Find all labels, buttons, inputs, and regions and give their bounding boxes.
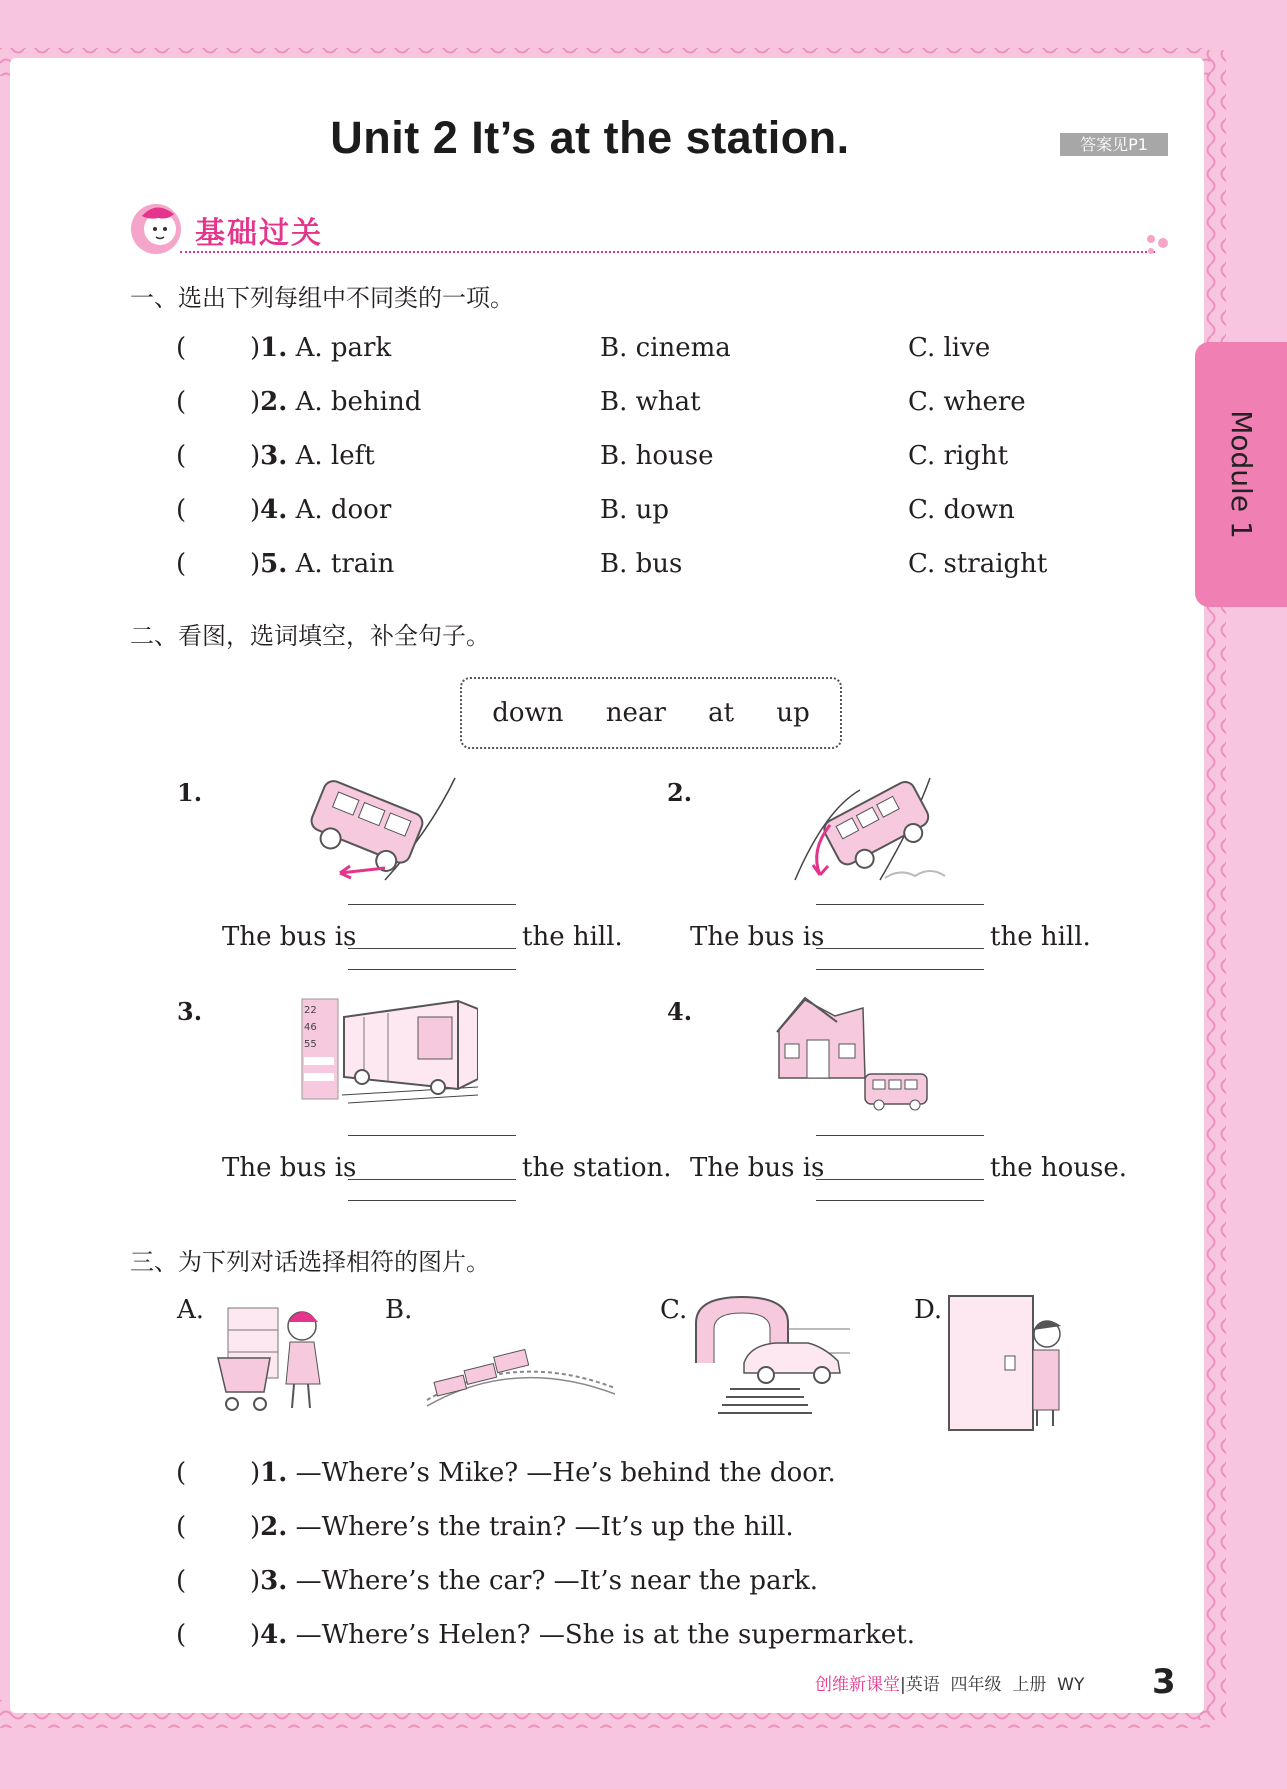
option-b: B. cinema xyxy=(600,333,731,363)
answer-paren-open: ( xyxy=(176,1620,187,1650)
station-sign-numbers: 22 46 55 xyxy=(304,1005,317,1050)
boy-behind-door-image xyxy=(945,1292,1065,1432)
sentence-suffix: the hill. xyxy=(522,922,623,952)
answer-blank[interactable] xyxy=(348,1135,516,1201)
picture-label: C. xyxy=(660,1295,688,1325)
word-bank-item: at xyxy=(708,698,735,728)
q3-heading: 三、为下列对话选择相符的图片。 xyxy=(130,1248,490,1276)
word-bank-item: near xyxy=(605,698,666,728)
item-number: 2. xyxy=(260,1512,288,1542)
item-number: 3. xyxy=(260,1566,288,1596)
dialogue-text: —Where’s Mike? —He’s behind the door. xyxy=(295,1458,836,1488)
answer-paren-open: ( xyxy=(176,333,187,363)
divider-dots-icon xyxy=(1145,233,1175,257)
module-label: Module 1 xyxy=(1224,410,1258,539)
answer-paren-close: ) xyxy=(250,333,261,363)
answer-blank[interactable] xyxy=(816,1135,984,1201)
word-bank-item: up xyxy=(776,698,810,728)
item-number: 5. xyxy=(260,549,288,579)
dialogue-row xyxy=(0,1563,1150,1599)
option-a: A. train xyxy=(295,549,395,579)
option-b: B. up xyxy=(600,495,670,525)
answer-paren-open: ( xyxy=(176,495,187,525)
sentence-suffix: the hill. xyxy=(990,922,1091,952)
picture-label: A. xyxy=(177,1295,205,1325)
bus-down-hill-image xyxy=(290,770,460,885)
footer-brand: 创维新课堂 xyxy=(815,1675,900,1695)
item-number: 3. xyxy=(260,441,288,471)
page-footer: 创维新课堂|英语 四年级 上册 WY xyxy=(815,1675,1085,1695)
sentence-prefix: The bus is xyxy=(690,922,825,952)
footer-edition: WY xyxy=(1057,1675,1085,1695)
sentence-prefix: The bus is xyxy=(690,1153,825,1183)
q1-row xyxy=(0,438,1150,474)
answer-paren-close: ) xyxy=(250,387,261,417)
footer-grade: 四年级 xyxy=(950,1675,1002,1695)
picture-label: B. xyxy=(385,1295,413,1325)
sentence-prefix: The bus is xyxy=(222,1153,357,1183)
answer-paren-open: ( xyxy=(176,1458,187,1488)
picture-label: D. xyxy=(914,1295,943,1325)
q1-row xyxy=(0,492,1150,528)
picture-number: 2. xyxy=(667,778,693,807)
option-a: A. door xyxy=(295,495,392,525)
section-title: 基础过关 xyxy=(195,216,323,251)
answer-paren-close: ) xyxy=(250,549,261,579)
q1-heading: 一、选出下列每组中不同类的一项。 xyxy=(130,284,514,312)
train-up-hill-image xyxy=(425,1330,625,1410)
option-c: C. down xyxy=(908,495,1015,525)
option-b: B. house xyxy=(600,441,714,471)
dialogue-text: —Where’s Helen? —She is at the supermarket. xyxy=(295,1620,916,1650)
option-b: B. bus xyxy=(600,549,683,579)
q1-row xyxy=(0,330,1150,366)
answer-blank[interactable] xyxy=(348,904,516,970)
q2-heading: 二、看图，选词填空，补全句子。 xyxy=(130,622,490,650)
section-mascot-icon xyxy=(128,202,190,256)
car-near-park-image xyxy=(690,1293,860,1418)
item-number: 4. xyxy=(260,495,288,525)
bus-near-house-image xyxy=(775,992,945,1112)
bus-at-station-image xyxy=(298,995,478,1113)
item-number: 2. xyxy=(260,387,288,417)
answer-paren-open: ( xyxy=(176,549,187,579)
option-c: C. straight xyxy=(908,549,1048,579)
answer-paren-close: ) xyxy=(250,1512,261,1542)
dialogue-text: —Where’s the car? —It’s near the park. xyxy=(295,1566,819,1596)
option-c: C. right xyxy=(908,441,1009,471)
answer-blank[interactable] xyxy=(816,904,984,970)
answer-paren-close: ) xyxy=(250,1566,261,1596)
footer-volume: 上册 xyxy=(1012,1675,1047,1695)
girl-supermarket-image xyxy=(210,1300,340,1415)
option-a: A. left xyxy=(295,441,375,471)
item-number: 1. xyxy=(260,333,288,363)
dialogue-row xyxy=(0,1617,1150,1653)
sentence-suffix: the house. xyxy=(990,1153,1127,1183)
answer-paren-open: ( xyxy=(176,1566,187,1596)
answer-reference-tag: 答案见P1 xyxy=(1060,133,1168,156)
option-c: C. where xyxy=(908,387,1026,417)
item-number: 1. xyxy=(260,1458,288,1488)
page-title: Unit 2 It’s at the station. xyxy=(330,112,850,163)
footer-subject: 英语 xyxy=(905,1675,940,1695)
section-divider xyxy=(180,251,1155,253)
picture-number: 1. xyxy=(177,778,203,807)
option-c: C. live xyxy=(908,333,991,363)
item-number: 4. xyxy=(260,1620,288,1650)
dialogue-row xyxy=(0,1455,1150,1491)
answer-paren-close: ) xyxy=(250,1620,261,1650)
picture-number: 3. xyxy=(177,997,203,1026)
page-number: 3 xyxy=(1152,1662,1176,1702)
answer-paren-open: ( xyxy=(176,387,187,417)
answer-paren-open: ( xyxy=(176,1512,187,1542)
answer-paren-close: ) xyxy=(250,441,261,471)
answer-paren-close: ) xyxy=(250,495,261,525)
sentence-prefix: The bus is xyxy=(222,922,357,952)
answer-paren-close: ) xyxy=(250,1458,261,1488)
picture-number: 4. xyxy=(667,997,693,1026)
option-a: A. park xyxy=(295,333,392,363)
dialogue-row xyxy=(0,1509,1150,1545)
dialogue-text: —Where’s the train? —It’s up the hill. xyxy=(295,1512,794,1542)
q1-row xyxy=(0,384,1150,420)
word-bank xyxy=(460,677,842,749)
sentence-suffix: the station. xyxy=(522,1153,672,1183)
option-a: A. behind xyxy=(295,387,422,417)
word-bank-item: down xyxy=(492,698,564,728)
option-b: B. what xyxy=(600,387,701,417)
answer-paren-open: ( xyxy=(176,441,187,471)
bus-up-hill-image xyxy=(785,770,965,885)
q1-row xyxy=(0,546,1150,582)
